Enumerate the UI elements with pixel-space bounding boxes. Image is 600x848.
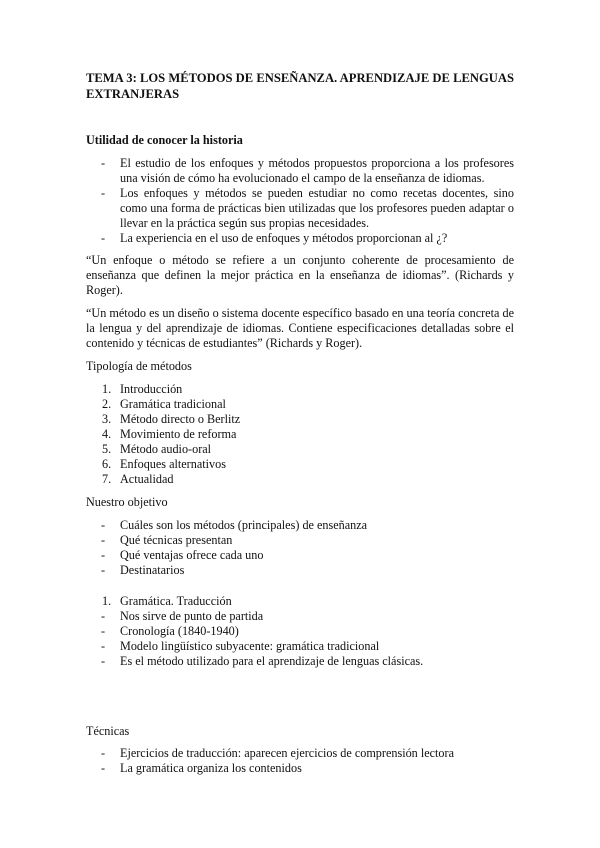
typology-label: Tipología de métodos	[86, 359, 192, 373]
objective-label: Nuestro objetivo	[86, 495, 168, 509]
section-heading: Utilidad de conocer la historia	[86, 133, 243, 147]
list-item: - Qué técnicas presentan	[101, 533, 233, 547]
list-item: 5. Método audio-oral	[102, 442, 212, 456]
techniques-label: Técnicas	[86, 724, 130, 738]
quote-paragraph-1: “Un enfoque o método se refiere a un conjunto coherente de procesamiento de enseñanza que definen la mejor práctica en la enseñanza de idiomas”. (Richards y Roger).	[86, 253, 514, 297]
list-item: - El estudio de los enfoques y métodos propuestos proporciona a los profesores una visión de cómo ha evolucionado el campo de la enseñanza de idiomas.	[101, 156, 514, 185]
techniques-bullet-list	[86, 746, 514, 776]
list-item: 6. Enfoques alternativos	[102, 457, 226, 471]
quote-paragraph-2: “Un método es un diseño o sistema docente específico basado en una teoría concreta de la lengua y del aprendizaje de idiomas. Contiene especificaciones detalladas sobre el contenido y técnicas de estudiantes” (Richards y Roger).	[86, 306, 514, 350]
typology-list	[86, 382, 514, 487]
document-title: TEMA 3: LOS MÉTODOS DE ENSEÑANZA. APRENDIZAJE DE LENGUAS EXTRANJERAS	[86, 71, 514, 101]
list-item: - Cronología (1840-1940)	[101, 624, 239, 638]
list-item: - Los enfoques y métodos se pueden estudiar no como recetas docentes, sino como una forma de prácticas bien utilizadas que los profesores pueden adaptar o llevar en la práctica según sus propias necesidades.	[101, 186, 514, 230]
intro-bullet-list	[86, 156, 514, 246]
list-item: - La experiencia en el uso de enfoques y métodos proporcionan al ¿?	[101, 231, 448, 245]
list-item: 2. Gramática tradicional	[102, 397, 226, 411]
list-item: - Cuáles son los métodos (principales) de enseñanza	[101, 518, 368, 532]
grammar-section-list	[86, 594, 514, 609]
list-item: 7. Actualidad	[102, 472, 174, 486]
list-item: 3. Método directo o Berlitz	[102, 412, 241, 426]
list-item: - Ejercicios de traducción: aparecen ejercicios de comprensión lectora	[101, 746, 454, 760]
list-item: 4. Movimiento de reforma	[102, 427, 237, 441]
list-item: - Es el método utilizado para el aprendizaje de lenguas clásicas.	[101, 654, 424, 668]
list-item: - Qué ventajas ofrece cada uno	[101, 548, 264, 562]
list-item: - Destinatarios	[101, 563, 185, 577]
grammar-bullet-list	[86, 609, 514, 669]
list-item: - La gramática organiza los contenidos	[101, 761, 302, 775]
grammar-heading: 1. Gramática. Traducción	[102, 594, 232, 608]
list-item: 1. Introducción	[102, 382, 183, 396]
list-item: - Modelo lingüístico subyacente: gramática tradicional	[101, 639, 380, 653]
objective-bullet-list	[86, 518, 514, 578]
list-item: - Nos sirve de punto de partida	[101, 609, 264, 623]
